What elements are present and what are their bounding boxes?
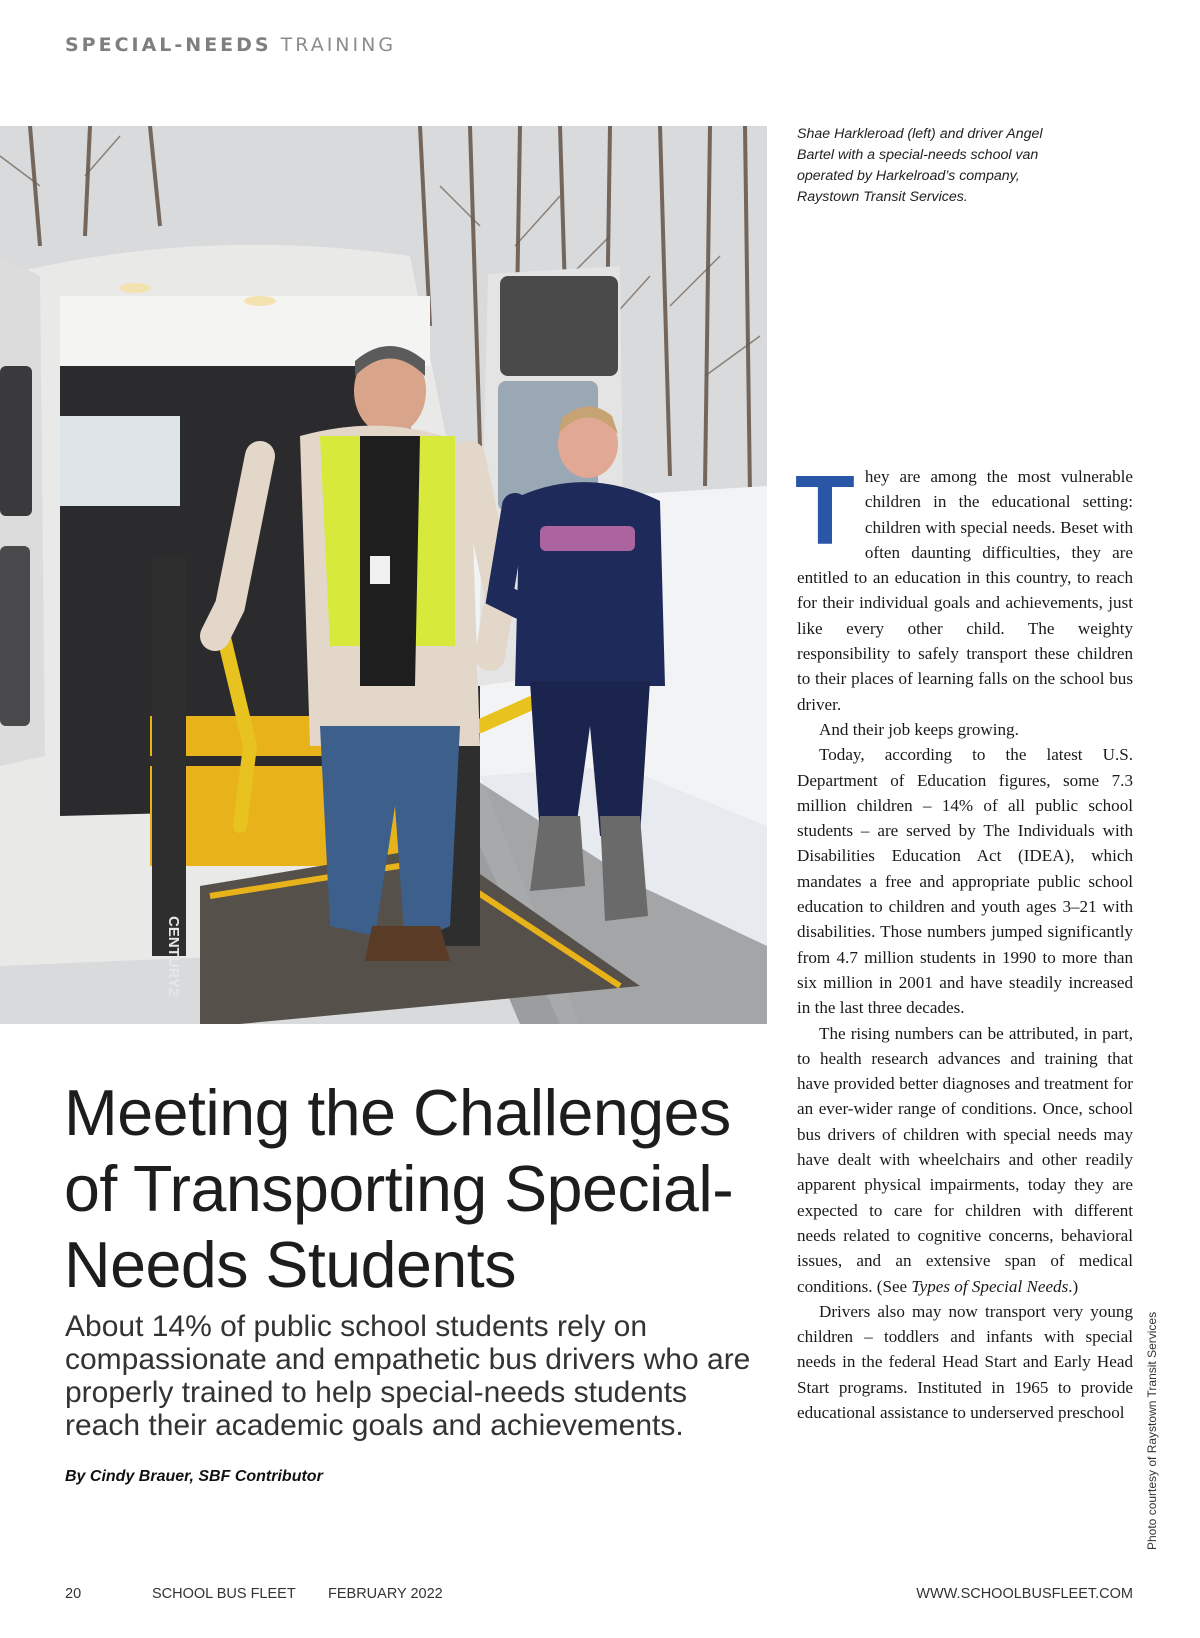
body-paragraph-4-end: .) [1068, 1276, 1079, 1296]
lift-brand-label: CENTURY2 [165, 916, 182, 997]
body-paragraph-4 [797, 1021, 1133, 1299]
body-paragraph-5: Drivers also may now transport very young children – toddlers and infants with special needs in the federal Head Start and Early Head Start programs. Instituted in 1965 to provide educational assistance to underserved preschool [797, 1301, 1133, 1422]
body-paragraph-1: hey are among the most vulnerable children in the educational setting: children with special needs. Beset with often daunting difficulties, they are entitled to an education in this country, to reach for their individual goals and achievements, just like every other child. The weighty responsibility to safely transport these children to their places of learning falls on the school bus driver. [797, 467, 1133, 714]
body-paragraph-4-text: The rising numbers can be attributed, in part, to health research advances and training that have provided better diagnoses and treatment for an ever-wider range of conditions. Once, school bus drivers of children with special needs may have dealt with wheelchairs and other readily apparent physical impairments, today they are expected to care for children with different needs related to cognitive concerns, behavioral issues, and an extensive span of medical conditions. (See [797, 1023, 1133, 1296]
sidebar-reference: Types of Special Needs [911, 1276, 1069, 1296]
body-paragraph [795, 455, 1133, 717]
page-number: 20 [65, 1586, 82, 1602]
body-paragraph-2: And their job keeps growing. [819, 719, 1019, 739]
section-label-light: TRAINING [280, 34, 397, 56]
website-link[interactable]: WWW.SCHOOLBUSFLEET.COM [916, 1586, 1133, 1602]
section-label-strong: SPECIAL-NEEDS [65, 34, 272, 56]
magazine-name: SCHOOL BUS FLEET [152, 1586, 296, 1602]
article-deck: About 14% of public school students rely on compassionate and empathetic bus drivers who are properly trained to help special-needs students reach their academic goals and achievements. [65, 1310, 751, 1442]
article-body [795, 455, 1133, 1425]
body-paragraph-3: Today, according to the latest U.S. Department of Education figures, some 7.3 million children – 14% of all public school students – are served by The Individuals with Disabilities Education Act (IDEA), which mandates a free and appropriate public school education to children and youth ages 3–21 with disabilities. Those numbers jumped significantly from 4.7 million students in 1990 to more than six million in 2001 and have steadily increased in the last three decades. [797, 745, 1133, 1018]
drop-cap: T [795, 455, 855, 565]
photo-caption: Shae Harkleroad (left) and driver Angel Bartel with a special-needs school van operated by Harkelroad’s company, Raystown Transit Services. [797, 126, 1043, 205]
byline: By Cindy Brauer, SBF Contributor [65, 1468, 323, 1485]
article-headline: Meeting the Challenges of Transporting Special-Needs Students [64, 1077, 734, 1301]
photo-credit: Photo courtesy of Raystown Transit Services [1145, 1311, 1159, 1550]
article-photo [0, 126, 767, 1024]
section-header [65, 34, 396, 56]
issue-date: FEBRUARY 2022 [328, 1586, 443, 1602]
